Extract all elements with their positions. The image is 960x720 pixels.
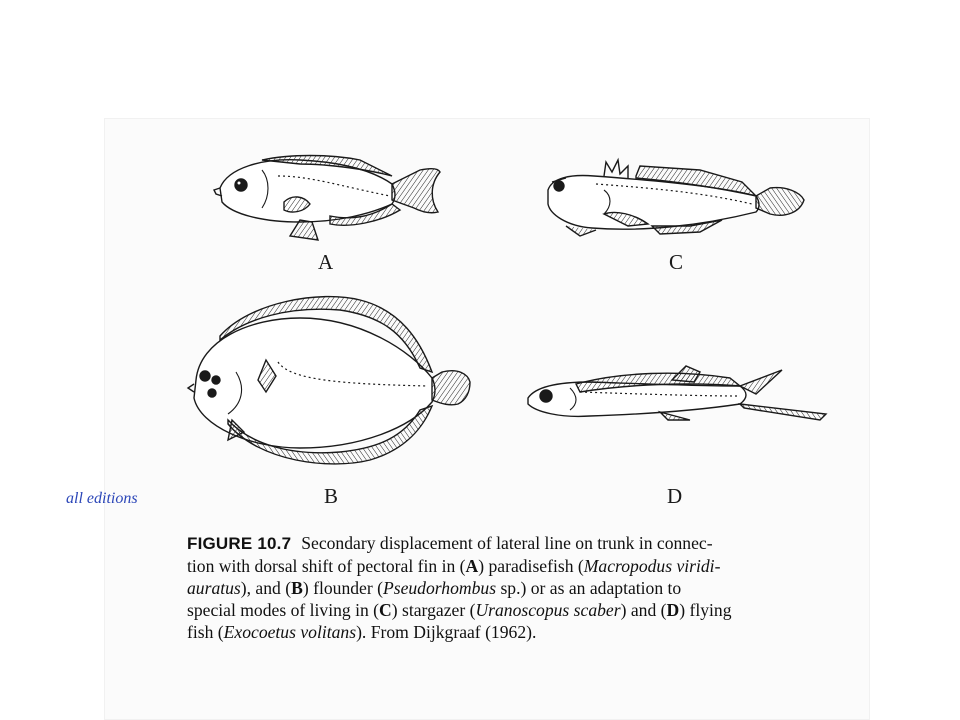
panel-label-c: C <box>669 250 684 274</box>
caption-line-4: special modes of living in (C) stargazer (Uranoscopus scaber) and (D) flying <box>187 600 732 620</box>
caption-line-5: fish (Exocoetus volitans). From Dijkgraaf (1962). <box>187 622 537 642</box>
panel-label-d: D <box>667 484 683 508</box>
fish-c-stargazer <box>548 160 804 236</box>
fish-a-paradisefish <box>214 156 440 241</box>
caption-line-3: auratus), and (B) flounder (Pseudorhombus sp.) or as an adaptation to <box>187 578 682 598</box>
figure-caption <box>187 532 827 643</box>
fish-d-flying-fish <box>528 366 826 420</box>
caption-line-1: FIGURE 10.7 Secondary displacement of lateral line on trunk in connec- <box>187 533 713 553</box>
figure-number: FIGURE 10.7 <box>187 534 292 553</box>
panel-label-b: B <box>324 484 339 508</box>
caption-line-2: tion with dorsal shift of pectoral fin in (A) paradisefish (Macropodus viridi- <box>187 556 721 576</box>
panel-label-a: A <box>318 250 334 274</box>
fish-b-flounder <box>188 297 470 464</box>
side-note: all editions <box>66 490 138 507</box>
